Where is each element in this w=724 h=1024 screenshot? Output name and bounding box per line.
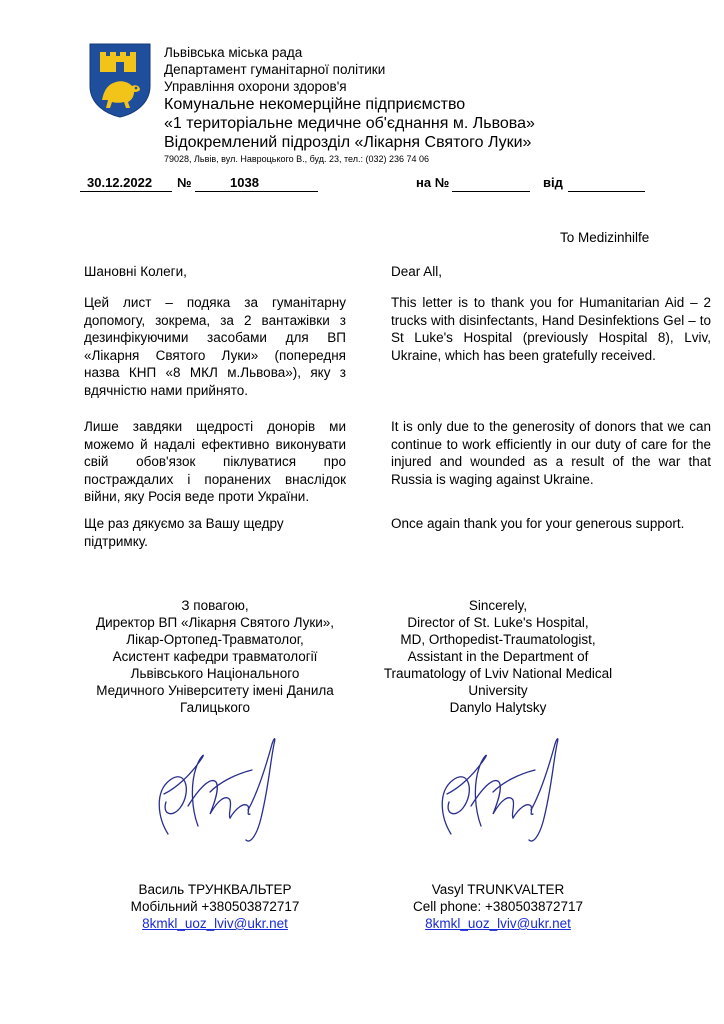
lviv-coat-of-arms-icon bbox=[88, 42, 152, 118]
ua-phone: Мобільний +380503872717 bbox=[130, 899, 300, 914]
ua-title-3: Асистент кафедри травматології bbox=[112, 649, 318, 664]
en-handwritten-signature bbox=[423, 722, 573, 852]
department-name: Департамент гуманітарної політики bbox=[164, 62, 386, 77]
number-underline bbox=[195, 191, 318, 192]
ua-closing: З повагою, bbox=[181, 598, 249, 613]
en-salutation: Dear All, bbox=[391, 264, 443, 279]
en-title-2: MD, Orthopedist-Traumatologist, bbox=[400, 632, 596, 647]
ua-contact-block bbox=[55, 881, 375, 932]
en-title-4: Traumatology of Lviv National Medical bbox=[383, 666, 613, 681]
en-title-1: Director of St. Luke's Hospital, bbox=[407, 615, 589, 630]
enterprise-type: Комунальне некомерційне підприємство bbox=[164, 96, 466, 113]
ua-title-6: Галицького bbox=[180, 700, 250, 715]
ua-paragraph-2: Лише завдяки щедрості донорів ми можемо й надалі ефективно виконувати свій обов'язок піклуватися про постраждалих і поранених внаслідок війни, яку Росія веде проти України. bbox=[84, 419, 346, 505]
letter-number: 1038 bbox=[230, 175, 259, 190]
number-label: № bbox=[177, 175, 192, 190]
recipient: To Medizinhilfe bbox=[560, 230, 650, 245]
letter-date: 30.12.2022 bbox=[87, 175, 153, 190]
hospital-address: 79028, Львів, вул. Навроцького В., буд. 23, тел.: (032) 236 74 06 bbox=[164, 154, 430, 164]
ua-email-link[interactable]: 8kmkl_uoz_lviv@ukr.net bbox=[142, 916, 288, 931]
en-phone: Cell phone: +380503872717 bbox=[412, 899, 584, 914]
en-title-5: University bbox=[468, 683, 528, 698]
ua-title-4: Львівського Національного bbox=[130, 666, 300, 681]
en-closing: Sincerely, bbox=[468, 598, 528, 613]
ua-title-1: Директор ВП «Лікарня Святого Луки», bbox=[95, 615, 335, 630]
hospital-name: Відокремлений підрозділ «Лікарня Святого Луки» bbox=[164, 134, 532, 151]
en-title-3: Assistant in the Department of bbox=[407, 649, 589, 664]
ua-signatory-name: Василь ТРУНКВАЛЬТЕР bbox=[138, 882, 292, 897]
to-number-underline bbox=[452, 191, 530, 192]
council-name: Львівська міська рада bbox=[164, 45, 303, 60]
ua-title-5: Медичного Університету імені Данила bbox=[96, 683, 334, 698]
ua-handwritten-signature bbox=[140, 722, 290, 852]
from-underline bbox=[568, 191, 645, 192]
en-signature-block bbox=[348, 597, 648, 716]
ua-paragraph-1: Цей лист – подяка за гуманітарну допомогу, зокрема, за 2 вантажівки з дезинфікуючими засобами для ВП «Лікарня Святого Луки» (попередня назва КНП «8 МКЛ м.Львова»), яку з вдячністю нами прийнято. bbox=[84, 295, 346, 398]
en-paragraph-1: This letter is to thank you for Humanitarian Aid – 2 trucks with disinfectants, Hand Desinfektions Gel – to St Luke's Hospital (previously Hospital 8), Lviv, Ukraine, which has been gratefully received. bbox=[391, 295, 711, 363]
to-number-label: на № bbox=[416, 175, 450, 190]
ua-signature-block bbox=[55, 597, 375, 716]
en-paragraph-2: It is only due to the generosity of donors that we can continue to work efficiently in our duty of care for the injured and wounded as a result of the war that Russia is waging against Ukraine. bbox=[391, 419, 711, 487]
en-paragraph-3: Once again thank you for your generous support. bbox=[391, 516, 685, 531]
en-title-6: Danylo Halytsky bbox=[449, 700, 547, 715]
directorate-name: Управління охорони здоров'я bbox=[164, 79, 347, 94]
en-email-link[interactable]: 8kmkl_uoz_lviv@ukr.net bbox=[425, 916, 571, 931]
ua-title-2: Лікар-Ортопед-Травматолог, bbox=[126, 632, 304, 647]
enterprise-name: «1 територіальне медичне об'єднання м. Львова» bbox=[164, 115, 535, 132]
date-underline bbox=[80, 191, 172, 192]
from-label: від bbox=[543, 175, 563, 190]
ua-paragraph-3: Ще раз дякуємо за Вашу щедру підтримку. bbox=[84, 516, 284, 549]
en-signatory-name: Vasyl TRUNKVALTER bbox=[431, 882, 565, 897]
en-contact-block bbox=[348, 881, 648, 932]
ua-salutation: Шановні Колеги, bbox=[84, 264, 187, 279]
